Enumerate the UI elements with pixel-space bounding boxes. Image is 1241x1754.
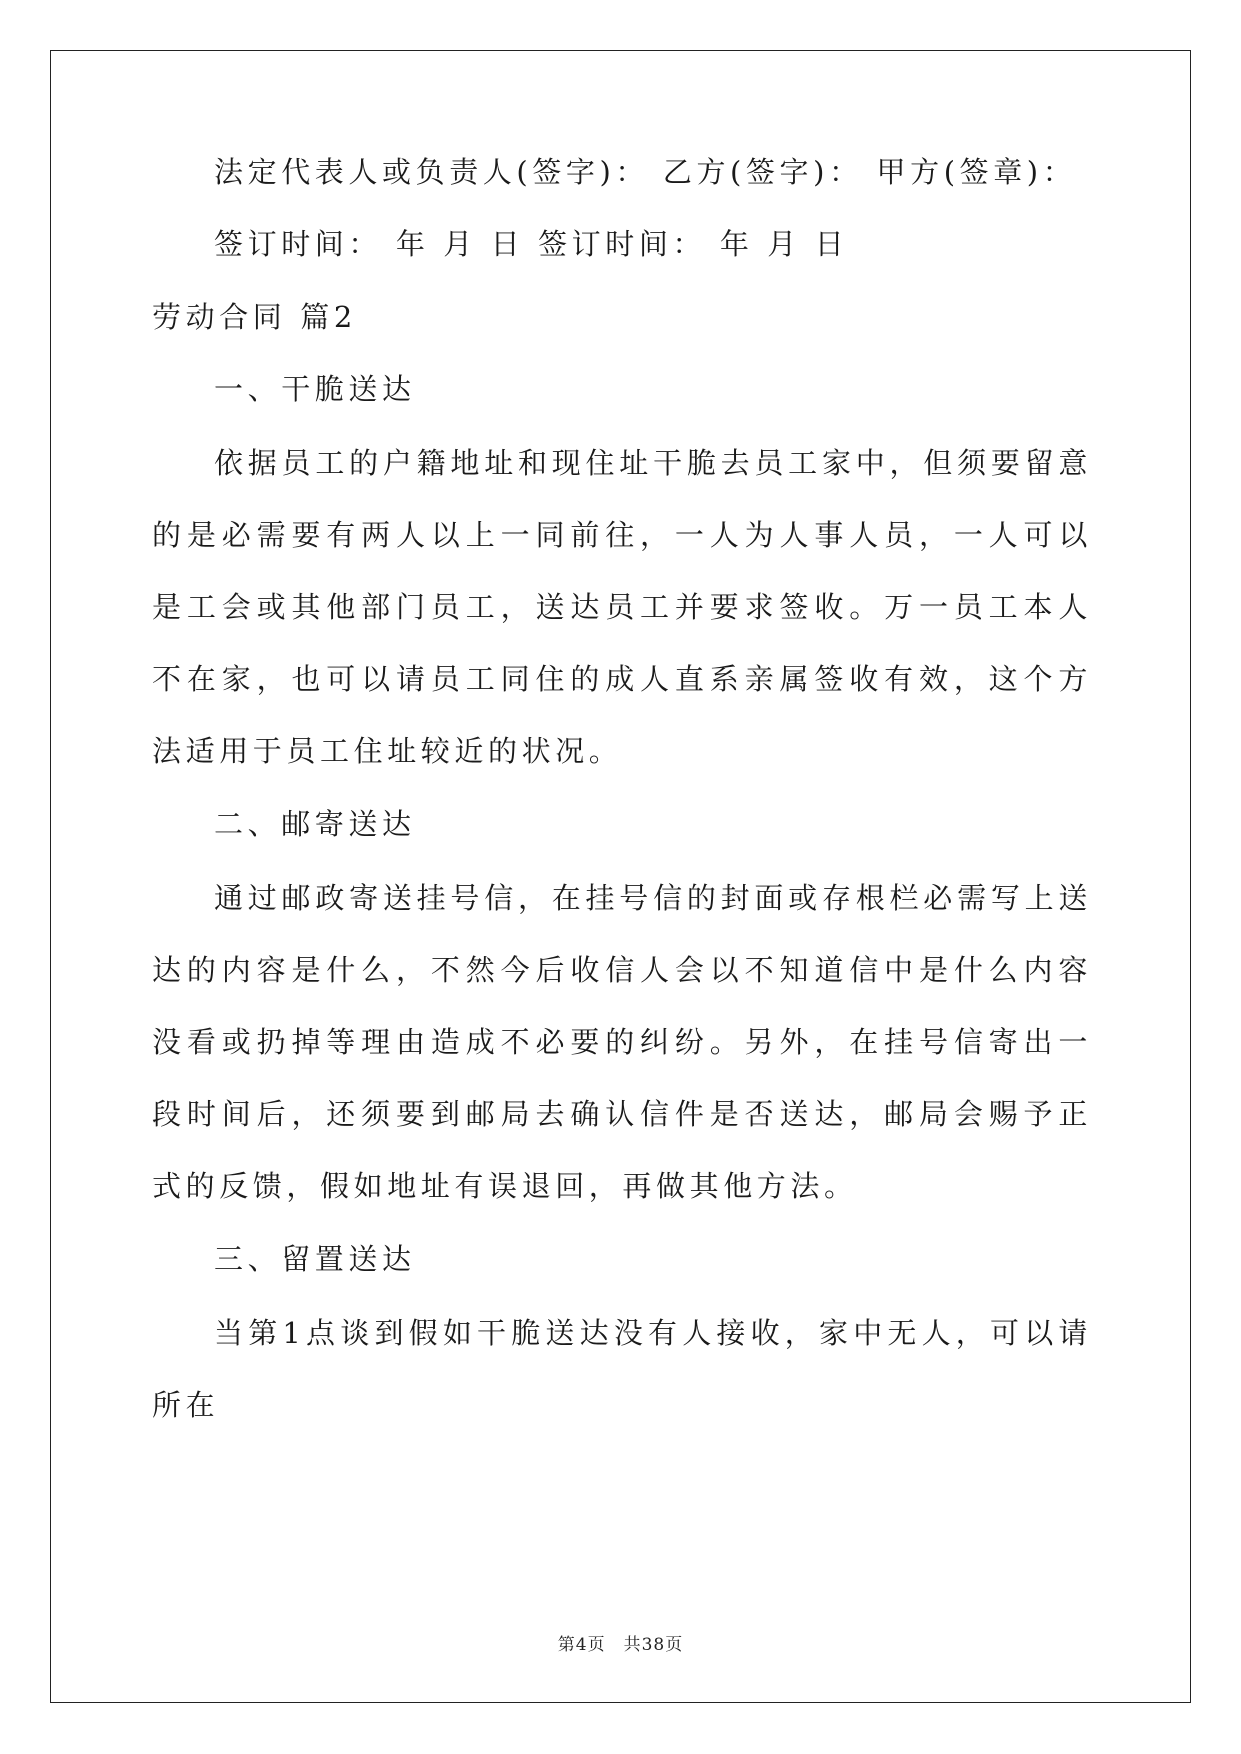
section-paragraph: 依据员工的户籍地址和现住址干脆去员工家中，但须要留意的是必需要有两人以上一同前往，一人为人事人员，一人可以是工会或其他部门员工，送达员工并要求签收。万一员工本人不在家，也可以请员工同住的成人直系亲属签收有效，这个方法适用于员工住址较近的状况。 xyxy=(152,446,1092,768)
section-heading: 二、邮寄送达 xyxy=(214,807,416,841)
section-heading: 一、干脆送达 xyxy=(214,372,416,406)
section-title: 劳动合同 篇2 xyxy=(152,300,357,334)
section-paragraph: 当第1点谈到假如干脆送达没有人接收，家中无人，可以请所在 xyxy=(152,1316,1092,1422)
section-heading: 三、留置送达 xyxy=(214,1242,416,1276)
signature-line: 法定代表人或负责人(签字)： 乙方(签字)： 甲方(签章)： xyxy=(214,155,1077,189)
section-paragraph: 通过邮政寄送挂号信，在挂号信的封面或存根栏必需写上送达的内容是什么，不然今后收信人会以不知道信中是什么内容没看或扔掉等理由造成不必要的纠纷。另外，在挂号信寄出一段时间后，还须要到邮局去确认信件是否送达，邮局会赐予正式的反馈，假如地址有误退回，再做其他方法。 xyxy=(152,881,1092,1203)
signing-date-line: 签订时间： 年 月 日 签订时间： 年 月 日 xyxy=(214,227,849,261)
page-number: 第4页 共38页 xyxy=(557,1635,684,1655)
